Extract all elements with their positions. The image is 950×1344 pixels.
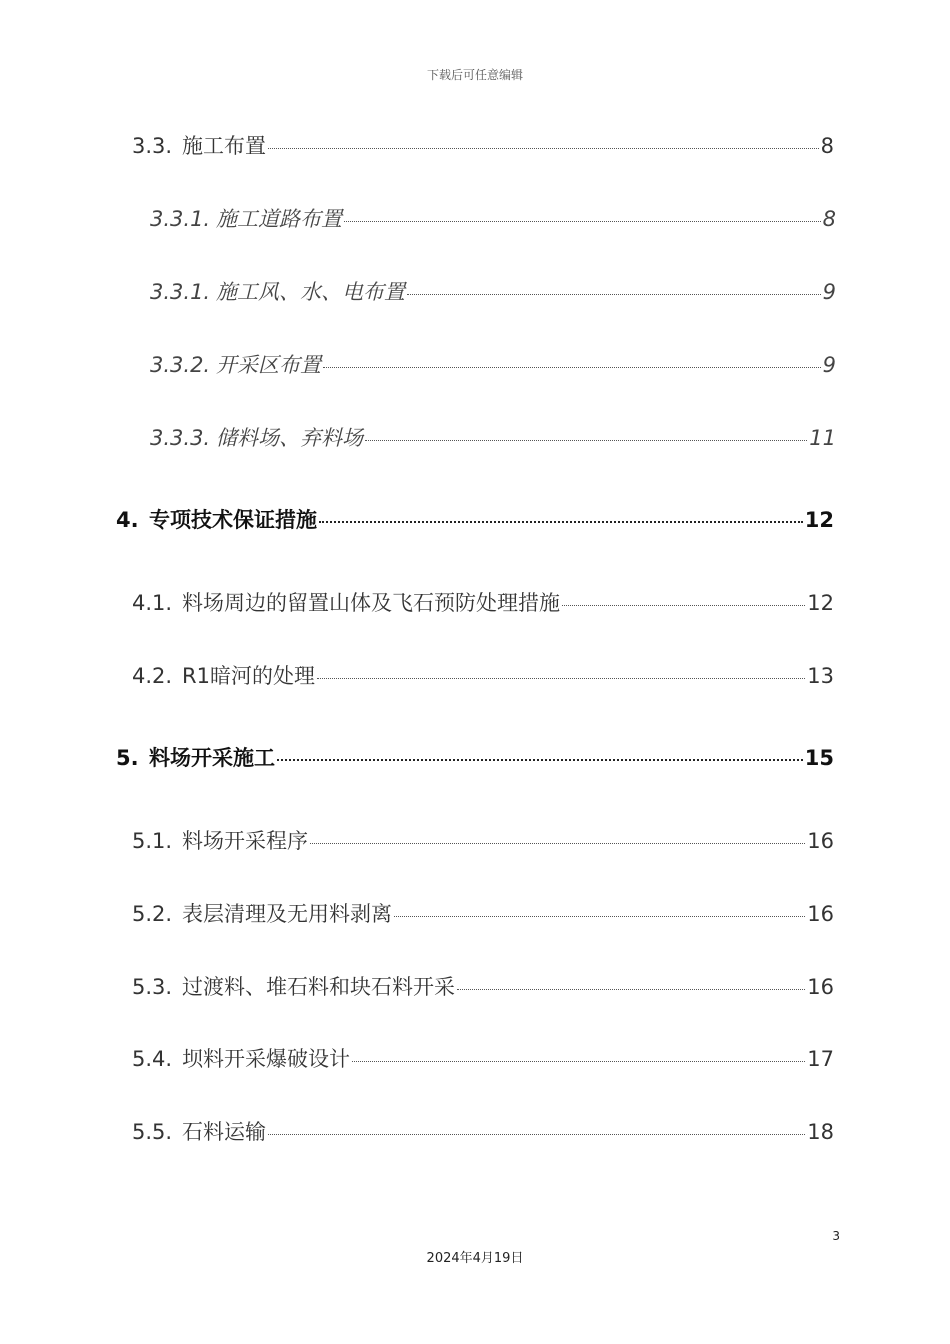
- toc-entry-number: 3.3.1.: [150, 280, 211, 304]
- toc-entry-number: 5.3.: [132, 975, 173, 999]
- toc-entry-page: 16: [807, 975, 834, 999]
- toc-entry[interactable]: [132, 664, 834, 689]
- toc-entry-number: 5.5.: [132, 1120, 173, 1144]
- toc-entry-number: 4.2.: [132, 664, 173, 688]
- toc-entry-page: 17: [807, 1047, 834, 1071]
- toc-leader: [365, 440, 807, 441]
- toc-entry-page: 9: [822, 280, 836, 304]
- toc-entry-page: 16: [807, 902, 834, 926]
- toc-leader: [323, 367, 821, 368]
- toc-entry-number: 5.4.: [132, 1047, 173, 1071]
- toc-entry[interactable]: [150, 207, 836, 232]
- toc-entry-page: 8: [820, 134, 834, 158]
- toc-entry-page: 15: [804, 746, 834, 770]
- toc-entry-number: 3.3.2.: [150, 353, 211, 377]
- page-number: 3: [832, 1229, 840, 1243]
- toc-entry-title: 表层清理及无用料剥离: [182, 902, 392, 926]
- toc-entry[interactable]: [132, 829, 834, 854]
- toc-entry-title: 石料运输: [182, 1120, 266, 1144]
- toc-leader: [407, 294, 821, 295]
- toc-entry-page: 11: [809, 426, 836, 450]
- toc-entry-page: 9: [822, 353, 836, 377]
- toc-leader: [562, 605, 805, 606]
- toc-entry-number: 3.3.3.: [150, 426, 211, 450]
- toc-entry-page: 13: [807, 664, 834, 688]
- toc-entry-page: 16: [807, 829, 834, 853]
- toc-entry[interactable]: [132, 591, 834, 616]
- toc-entry[interactable]: [116, 508, 834, 533]
- toc-leader: [317, 678, 805, 679]
- toc-entry-title: 坝料开采爆破设计: [182, 1047, 350, 1071]
- toc-entry-title: 施工道路布置: [216, 207, 342, 231]
- toc-entry-number: 3.3.: [132, 134, 173, 158]
- toc-leader: [352, 1061, 805, 1062]
- toc-entry-title: 施工风、水、电布置: [216, 280, 405, 304]
- toc-entry-number: 5.1.: [132, 829, 173, 853]
- toc-entry-page: 18: [807, 1120, 834, 1144]
- footer-date: 2024年4月19日: [426, 1251, 524, 1266]
- toc-leader: [344, 221, 821, 222]
- toc-leader: [394, 916, 805, 917]
- toc-entry-number: 3.3.1.: [150, 207, 211, 231]
- toc-entry-title: 料场开采程序: [182, 829, 308, 853]
- toc-entry-title: 料场周边的留置山体及飞石预防处理措施: [182, 591, 560, 615]
- toc-entry-title: 料场开采施工: [149, 746, 275, 770]
- toc-entry-title: 过渡料、堆石料和块石料开采: [182, 975, 455, 999]
- toc-entry[interactable]: [150, 353, 836, 378]
- toc-entry-page: 12: [807, 591, 834, 615]
- toc-leader: [319, 521, 803, 523]
- toc-entry[interactable]: [132, 975, 834, 1000]
- toc-entry-number: 4.: [116, 508, 139, 532]
- toc-leader: [268, 148, 819, 149]
- toc-entry-number: 4.1.: [132, 591, 173, 615]
- toc-entry[interactable]: [132, 134, 834, 159]
- toc-leader: [277, 759, 803, 761]
- toc-entry-page: 8: [822, 207, 836, 231]
- toc-entry[interactable]: [132, 902, 834, 927]
- toc-leader: [457, 989, 805, 990]
- toc-entry[interactable]: [150, 280, 836, 305]
- toc-entry-page: 12: [804, 508, 834, 532]
- toc-entry[interactable]: [132, 1047, 834, 1072]
- toc-entry[interactable]: [150, 426, 836, 451]
- toc-leader: [310, 843, 805, 844]
- toc-entry-title: 施工布置: [182, 134, 266, 158]
- header-note: 下载后可任意编辑: [426, 68, 523, 82]
- toc-entry-title: R1暗河的处理: [182, 664, 315, 688]
- toc-entry-title: 储料场、弃料场: [216, 426, 363, 450]
- toc-leader: [268, 1134, 805, 1135]
- toc-entry[interactable]: [132, 1120, 834, 1145]
- toc-entry-title: 专项技术保证措施: [149, 508, 317, 532]
- toc-entry-number: 5.: [116, 746, 139, 770]
- toc-entry-title: 开采区布置: [216, 353, 321, 377]
- toc-entry-number: 5.2.: [132, 902, 173, 926]
- toc-entry[interactable]: [116, 746, 834, 771]
